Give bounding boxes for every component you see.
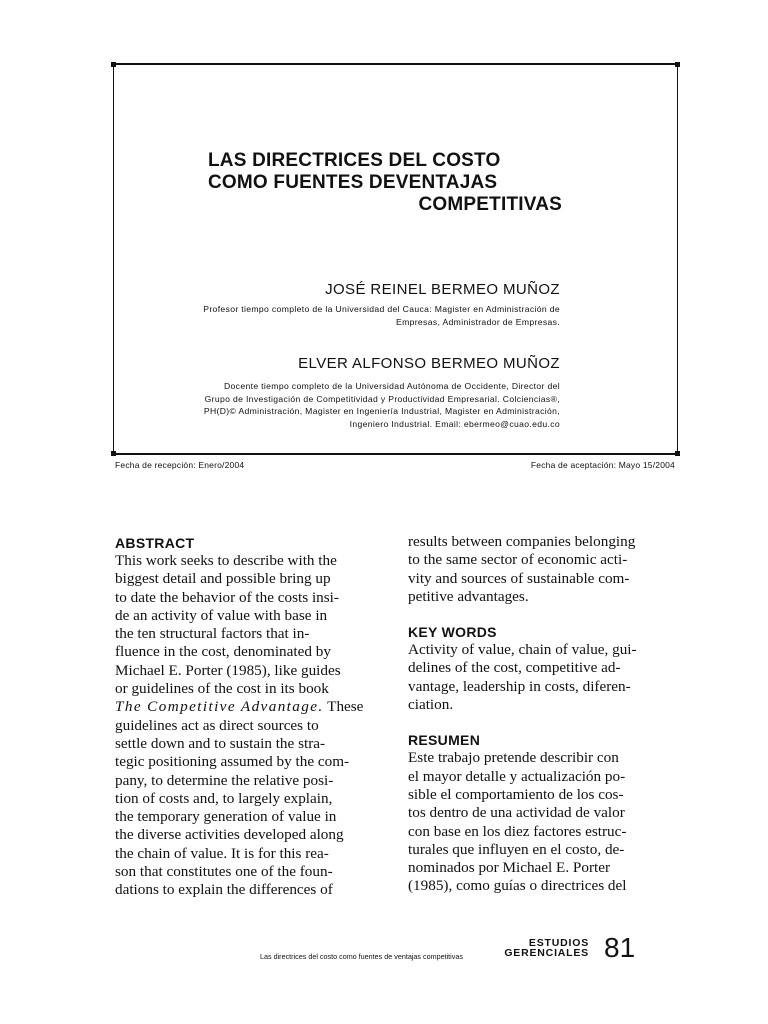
right-column [408, 533, 679, 896]
abstract-line: guidelines act as direct sources to [115, 716, 319, 734]
abstract-line: the temporary generation of value in [115, 808, 337, 826]
resumen-line: Este trabajo pretende describir con [408, 749, 619, 767]
page-number: 81 [604, 932, 636, 963]
abstract-line: fluence in the cost, denominated by [115, 643, 331, 661]
affiliation-line: Empresas, Administrador de Empresas. [395, 316, 560, 327]
resumen-line: tos dentro de una actividad de valor [408, 804, 625, 822]
abstract-line: the chain of value. It is for this rea- [115, 844, 329, 862]
abstract-line: results between companies belonging [408, 533, 636, 550]
author-affiliation [150, 380, 560, 430]
running-title: Las directrices del costo como fuentes de ventajas competitivas [260, 952, 463, 961]
affiliation-line: Profesor tiempo completo de la Universidad del Cauca: Magister en Administración de [203, 304, 560, 314]
affiliation-line: Ingeniero Industrial. Email: ebermeo@cuao.edu.co [349, 418, 560, 429]
abstract-body [115, 552, 386, 900]
abstract-line: vity and sources of sustainable com- [408, 569, 630, 587]
resumen-line: con base en los diez factores estruc- [408, 822, 627, 840]
abstract-line: biggest detail and possible bring up [115, 570, 331, 588]
keywords-line: Activity of value, chain of value, gui- [408, 641, 637, 659]
keywords-body [408, 641, 679, 714]
abstract-line: the ten structural factors that in- [115, 625, 310, 643]
affiliation-line: Grupo de Investigación de Competitividad y Productividad Empresarial. Colciencias®, [204, 393, 560, 404]
title-line: LAS DIRECTRICES DEL COSTO [208, 150, 501, 171]
resumen-line: sible el comportamiento de los cos- [408, 785, 624, 803]
frame-corner-mark [675, 451, 680, 456]
accepted-date: Fecha de aceptación: Mayo 15/2004 [530, 460, 675, 470]
abstract-line: or guidelines of the cost in its book [115, 680, 329, 698]
frame-corner-mark [111, 451, 116, 456]
abstract-line: dations to explain the differences of [115, 881, 333, 899]
abstract-line: tion of costs and, to largely explain, [115, 789, 333, 807]
abstract-line: This work seeks to describe with the [115, 552, 337, 569]
author-name: ELVER ALFONSO BERMEO MUÑOZ [298, 355, 560, 372]
received-date: Fecha de recepción: Enero/2004 [115, 460, 245, 470]
keywords-line: ciation. [408, 696, 454, 714]
author-name: JOSÉ REINEL BERMEO MUÑOZ [325, 281, 560, 298]
abstract-line: to date the behavior of the costs insi- [115, 588, 339, 606]
title-line: COMO FUENTES DEVENTAJAS [208, 172, 498, 193]
book-title: The Competitive Advantage. [115, 698, 324, 716]
resumen-line: el mayor detalle y actualización po- [408, 767, 626, 785]
affiliation-line: PH(D)© Administración, Magister en Ingeniería Industrial, Magister en Administración, [203, 406, 560, 416]
article-title [160, 150, 562, 216]
abstract-line: tegic positioning assumed by the com- [115, 753, 350, 771]
abstract-line: de an activity of value with base in [115, 606, 328, 624]
keywords-line: delines of the cost, competitive ad- [408, 659, 621, 677]
abstract-line: settle down and to sustain the stra- [115, 734, 326, 752]
abstract-line: the diverse activities developed along [115, 826, 344, 844]
resumen-heading: RESUMEN [408, 732, 481, 749]
journal-name-line: ESTUDIOS [528, 937, 589, 949]
abstract-heading: ABSTRACT [115, 535, 195, 551]
resumen-line: turales que influyen en el costo, de- [408, 840, 625, 858]
frame-corner-mark [111, 62, 116, 67]
resumen-body [408, 749, 679, 895]
resumen-line: nominados por Michael E. Porter [408, 859, 611, 877]
abstract-line [115, 698, 386, 716]
frame-corner-mark [675, 62, 680, 67]
affiliation-line: Docente tiempo completo de la Universidad Autónoma de Occidente, Director del [223, 381, 560, 391]
author-affiliation [150, 303, 560, 328]
title-line: COMPETITIVAS [418, 194, 562, 215]
abstract-line: son that constitutes one of the foun- [115, 863, 333, 881]
abstract-line: Michael E. Porter (1985), like guides [115, 661, 341, 679]
keywords-line: vantage, leadership in costs, diferen- [408, 677, 631, 695]
abstract-line: pany, to determine the relative posi- [115, 771, 334, 789]
abstract-line: to the same sector of economic acti- [408, 551, 628, 569]
resumen-line: (1985), como guías o directrices del [408, 877, 627, 895]
journal-name [493, 938, 589, 958]
left-column [115, 534, 386, 900]
keywords-heading: KEY WORDS [408, 624, 497, 641]
abstract-line: petitive advantages. [408, 587, 529, 605]
abstract-line-rest: These [323, 698, 364, 716]
journal-name-line: GERENCIALES [504, 947, 589, 959]
abstract-continuation [408, 533, 679, 606]
